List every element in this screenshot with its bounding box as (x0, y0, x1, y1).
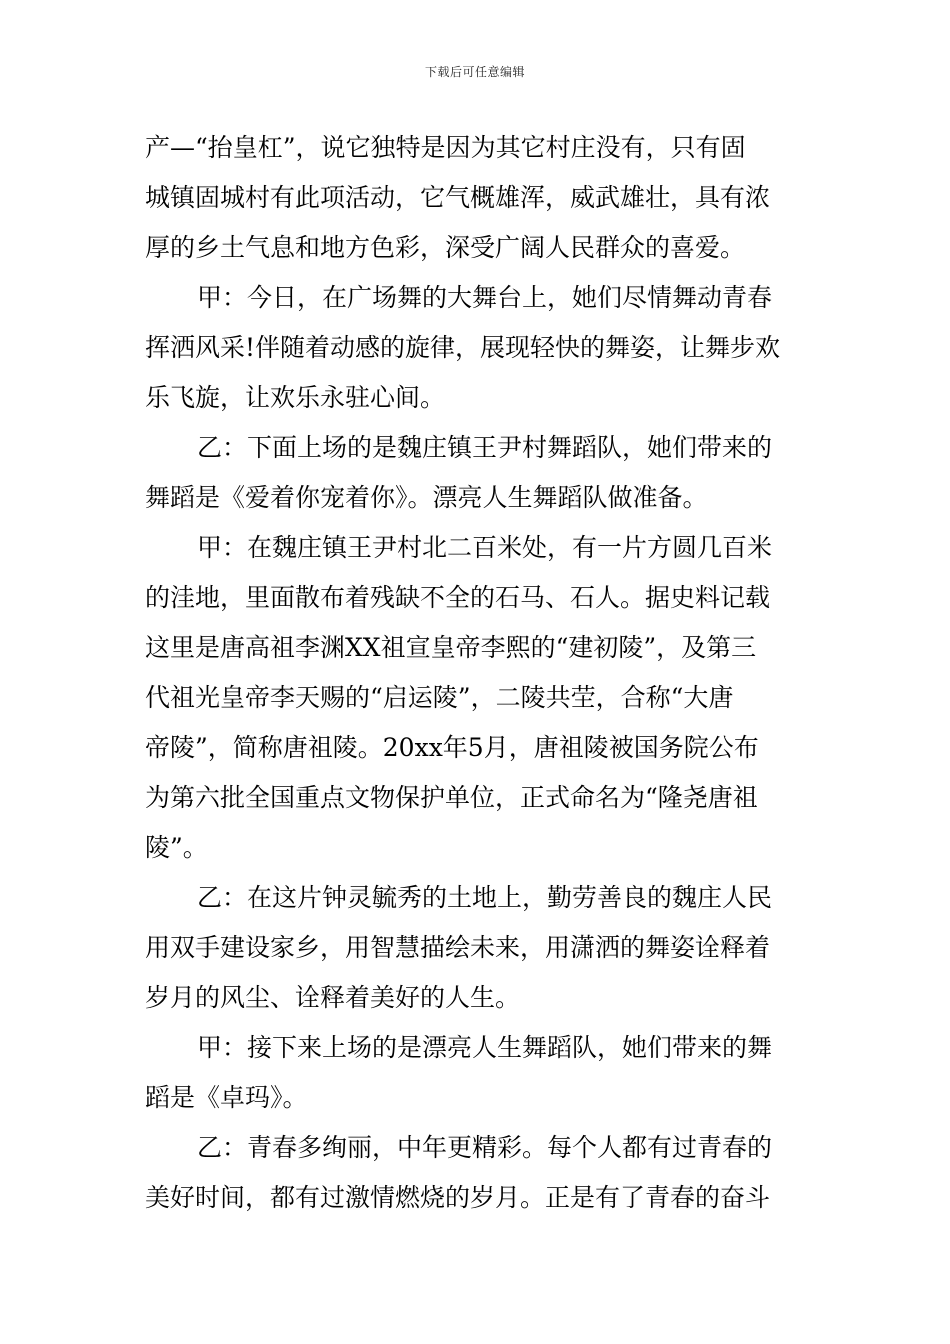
text-line: 陵”。 (145, 833, 208, 862)
text-line: 城镇固城村有此项活动，它气概雄浑，威武雄壮，具有浓 (145, 183, 771, 212)
text-line: 甲：在魏庄镇王尹村北二百米处，有一片方圆几百米 (197, 533, 773, 562)
text-line: 厚的乡土气息和地方色彩，深受广阔人民群众的喜爱。 (145, 233, 746, 262)
paragraph (145, 123, 809, 273)
text-line: 乐飞旋，让欢乐永驻心间。 (145, 383, 446, 412)
text-line: 的洼地，里面散布着残缺不全的石马、石人。据史料记载 (145, 583, 771, 612)
text-line: 乙：下面上场的是魏庄镇王尹村舞蹈队，她们带来的 (197, 433, 773, 462)
text-line: 甲：接下来上场的是漂亮人生舞蹈队，她们带来的舞 (197, 1033, 773, 1062)
paragraph (145, 873, 809, 1023)
paragraph (145, 1023, 809, 1123)
text-line: 这里是唐高祖李渊XX祖宣皇帝李熙的“建初陵”，及第三 (145, 633, 757, 662)
text-line: 岁月的风尘、诠释着美好的人生。 (145, 983, 521, 1012)
document-body (145, 123, 809, 1223)
text-line: 产—“抬皇杠”，说它独特是因为其它村庄没有，只有固 (145, 133, 746, 162)
text-line: 用双手建设家乡，用智慧描绘未来，用潇洒的舞姿诠释着 (145, 933, 771, 962)
text-line: 代祖光皇帝李天赐的“启运陵”，二陵共茔，合称“大唐 (145, 683, 734, 712)
text-line: 为第六批全国重点文物保护单位，正式命名为“隆尧唐祖 (145, 783, 758, 812)
text-line: 乙：在这片钟灵毓秀的土地上，勤劳善良的魏庄人民 (197, 883, 773, 912)
text-line: 帝陵”，简称唐祖陵。20xx年5月，唐祖陵被国务院公布 (145, 733, 759, 762)
paragraph (145, 523, 809, 873)
text-line: 甲：今日，在广场舞的大舞台上，她们尽情舞动青春 (197, 283, 773, 312)
text-line: 舞蹈是《爱着你宠着你》。漂亮人生舞蹈队做准备。 (145, 483, 708, 512)
paragraph (145, 423, 809, 523)
text-line: 乙：青春多绚丽，中年更精彩。每个人都有过青春的 (197, 1133, 773, 1162)
paragraph (145, 1123, 809, 1223)
page-header: 下载后可任意编辑 (424, 65, 525, 79)
text-line: 挥洒风采!伴随着动感的旋律，展现轻快的舞姿，让舞步欢 (145, 333, 781, 362)
text-line: 美好时间，都有过激情燃烧的岁月。正是有了青春的奋斗 (145, 1183, 771, 1212)
text-line: 蹈是《卓玛》。 (145, 1083, 308, 1112)
paragraph (145, 273, 809, 423)
